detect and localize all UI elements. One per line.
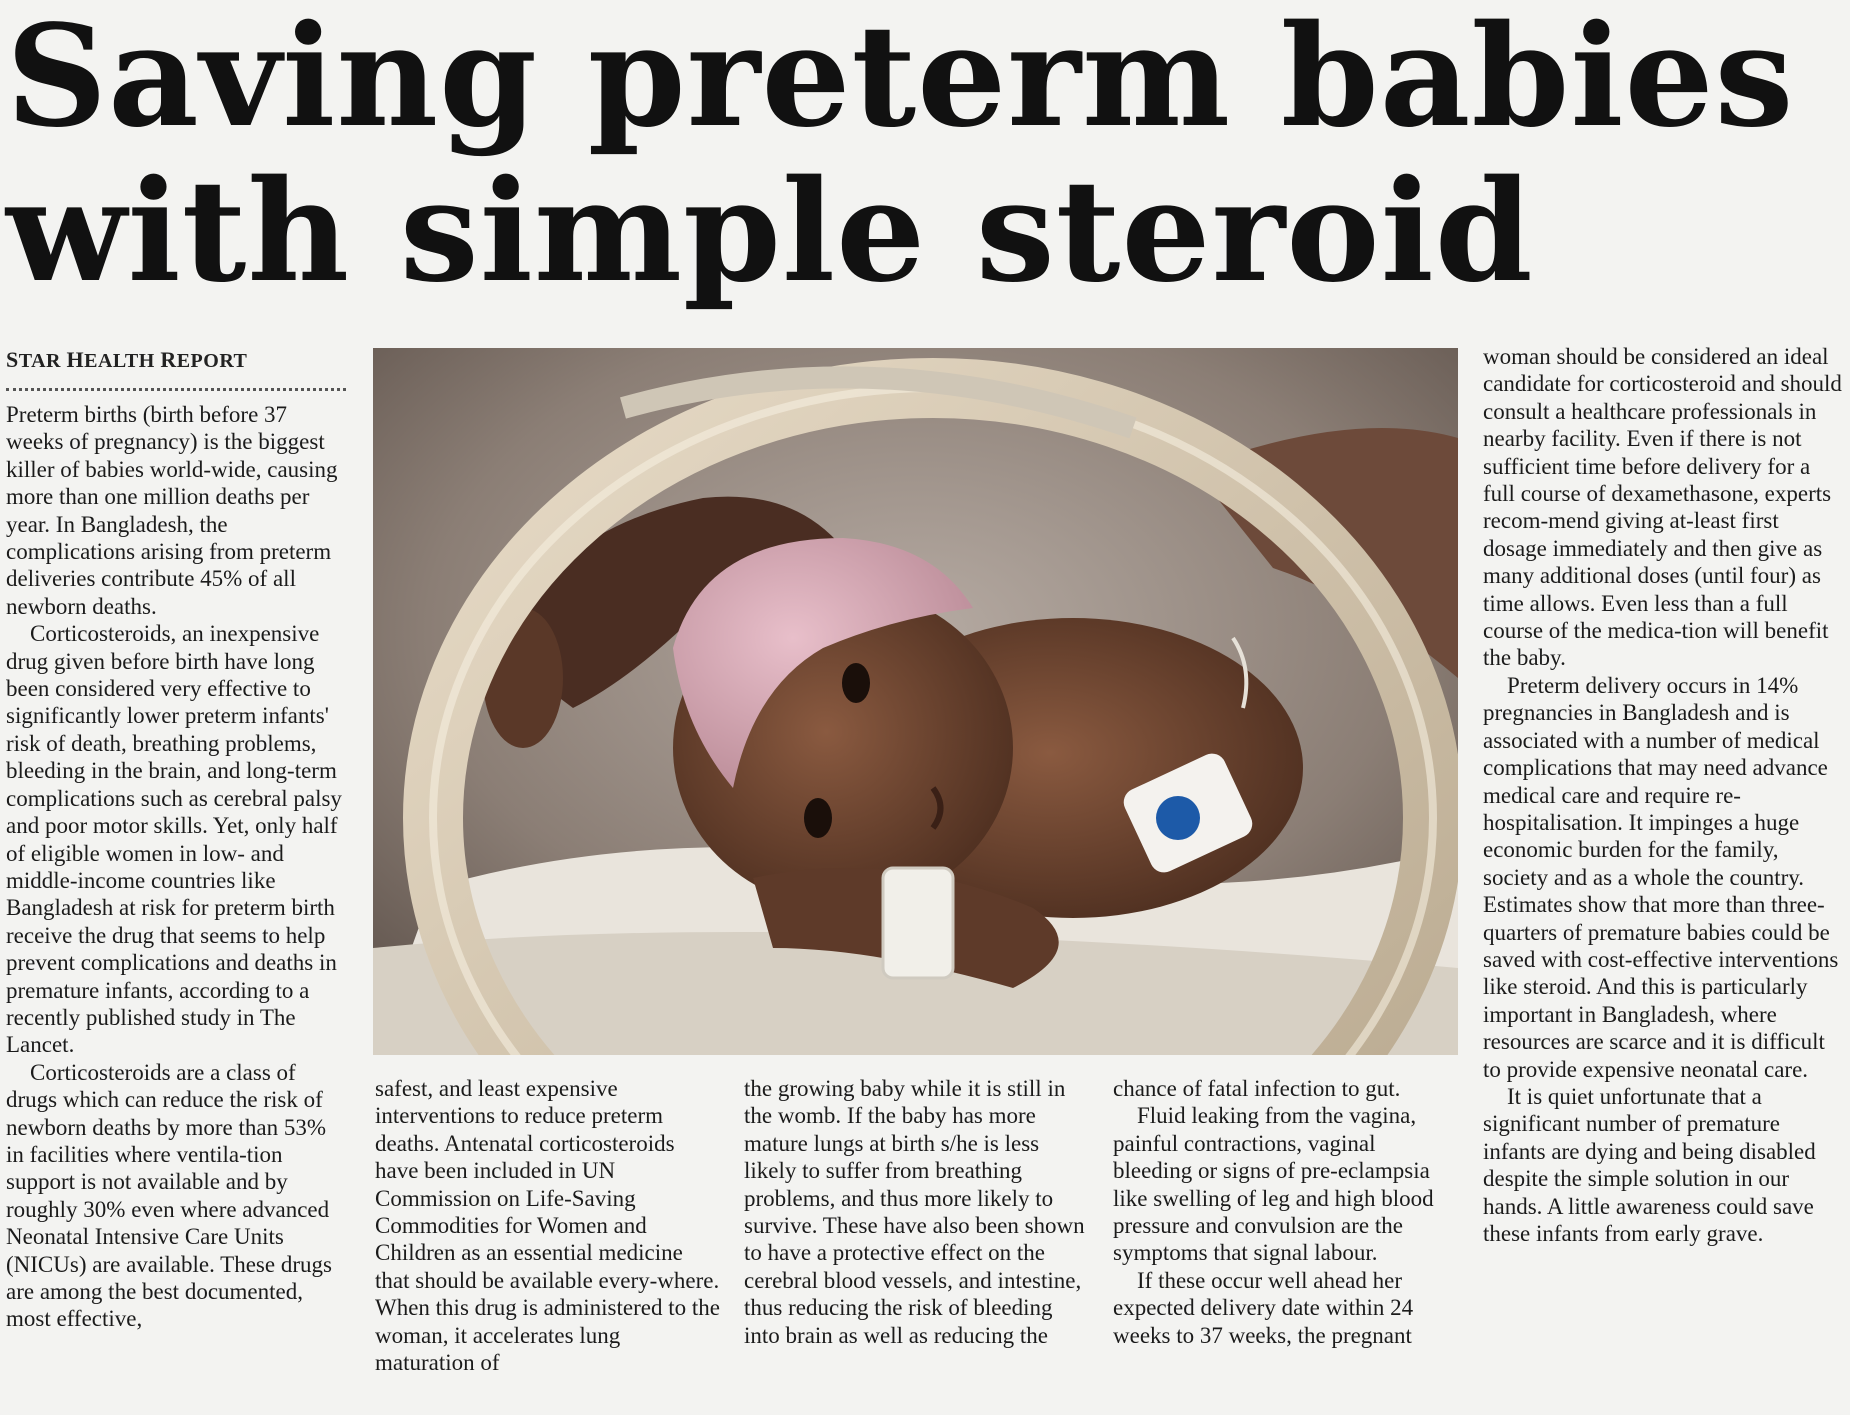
- paragraph: the growing baby while it is still in the womb. If the baby has more mature lungs at birth s/he is less likely to suffer from breathing problems, and thus more likely to survive. These have also been shown to have a protective effect on the cerebral blood vessels, and intestine, thus reducing the risk of bleeding into brain as well as reducing the: [744, 1076, 1085, 1348]
- article-photo: [373, 348, 1458, 1055]
- paragraph: safest, and least expensive interventions to reduce preterm deaths. Antenatal corticosteroids have been included in UN Commission on Life-Saving Commodities for Women and Children as an essential medicine that should be available every-where. When this drug is administered to the woman, it accelerates lung maturation of: [375, 1076, 720, 1376]
- paragraph: Corticosteroids are a class of drugs which can reduce the risk of newborn deaths by more than 53% in facilities where ventila-tion support is not available and by roughly 30% even where advanced Neonatal Intensive Care Units (NICUs) are available. These drugs are among the best documented, most effective,: [6, 1059, 332, 1332]
- article-column-4: [1113, 1075, 1458, 1349]
- byline: STAR HEALTH REPORT: [6, 347, 248, 372]
- article-column-3: [744, 1075, 1089, 1349]
- byline-divider: [6, 388, 346, 391]
- article-column-5: [1483, 343, 1845, 1247]
- paragraph: If these occur well ahead her expected delivery date within 24 weeks to 37 weeks, the pregnant: [1113, 1267, 1414, 1348]
- headline-line-2: with simple steroid: [6, 150, 1534, 314]
- paragraph: It is quiet unfortunate that a significant number of premature infants are dying and being disabled despite the simple solution in our hands. A little awareness could save these infants from early grave.: [1483, 1083, 1816, 1246]
- paragraph: woman should be considered an ideal candidate for corticosteroid and should consult a healthcare professionals in nearby facility. Even if there is not sufficient time before delivery for a full course of dexamethasone, experts recom-mend giving at-least first dosage immediately and then give as many additional doses (until four) as time allows. Even less than a full course of the medica-tion will benefit the baby.: [1483, 344, 1842, 671]
- headline-line-1: Saving preterm babies: [6, 0, 1795, 159]
- paragraph: Fluid leaking from the vagina, painful contractions, vaginal bleeding or signs of pre-eclampsia like swelling of leg and high blood pressure and convulsion are the symptoms that signal labour.: [1113, 1103, 1434, 1266]
- premature-baby-photo: [373, 348, 1458, 1055]
- article-column-2: [375, 1075, 720, 1376]
- paragraph: Preterm births (birth before 37 weeks of pregnancy) is the biggest killer of babies world-wide, causing more than one million deaths per year. In Bangladesh, the complications arising from preterm deliveries contribute 45% of all newborn deaths.: [6, 402, 338, 619]
- paragraph: chance of fatal infection to gut.: [1113, 1076, 1401, 1101]
- headline: [6, 0, 1795, 314]
- paragraph: Corticosteroids, an inexpensive drug given before birth have long been considered very effective to significantly lower preterm infants' risk of death, breathing problems, bleeding in the brain, and long-term complications such as cerebral palsy and poor motor skills. Yet, only half of eligible women in low- and middle-income countries like Bangladesh at risk for preterm birth receive the drug that seems to help prevent complications and deaths in premature infants, according to a recently published study in The Lancet.: [6, 621, 342, 1058]
- paragraph: Preterm delivery occurs in 14% pregnancies in Bangladesh and is associated with a number of medical complications that may need advance medical care and require re-hospitalisation. It impinges a huge economic burden for the family, society and as a whole the country. Estimates show that more than three-quarters of premature babies could be saved with cost-effective interventions like steroid. And this is particularly important in Bangladesh, where resources are scarce and it is difficult to provide expensive neonatal care.: [1483, 672, 1839, 1082]
- article-column-1: [6, 401, 346, 1333]
